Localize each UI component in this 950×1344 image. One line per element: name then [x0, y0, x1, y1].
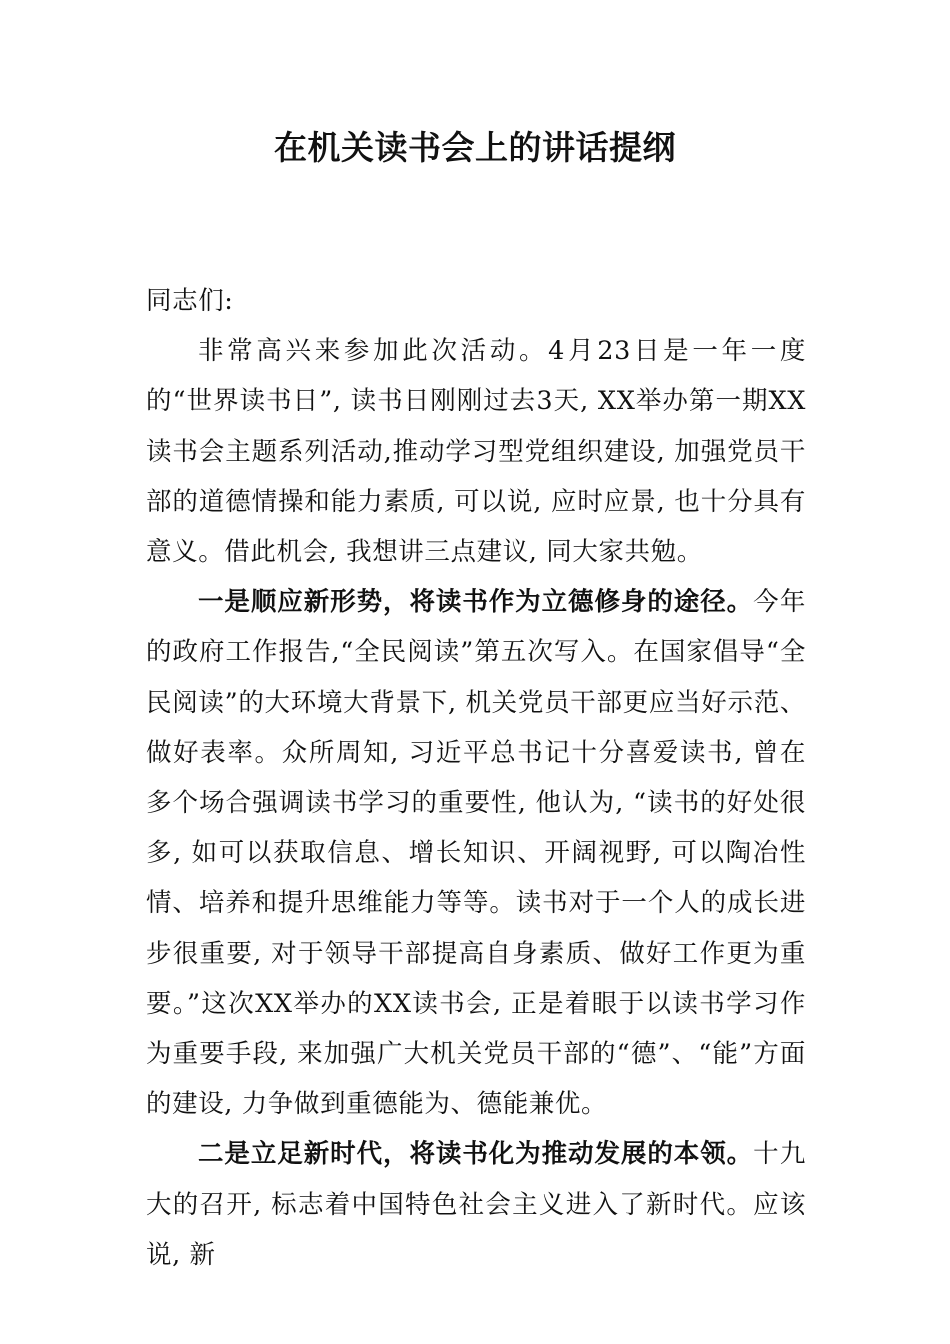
document-body [146, 276, 806, 1280]
point-one-text: 今年的政府工作报告,“全民阅读”第五次写入。在国家倡导“全民阅读”的大环境大背景下, 机关党员干部更应当好示范、做好表率。众所周知, 习近平总书记十分喜爱读书, 曾在多个场合强调读书学习的重要性, 他认为, “读书的好处很多, 如可以获取信息、增长知识、开阔视野, 可以陶冶性情、培养和提升思维能力等等。读书对于一个人的成长进步很重要, 对于领导干部提高自身素质、做好工作更为重要。”这次XX举办的XX读书会, 正是着眼于以读书学习作为重要手段, 来加强广大机关党员干部的“德”、“能”方面的建设, 力争做到重德能为、德能兼优。 [146, 587, 807, 1120]
point-two-heading: 二是立足新时代，将读书化为推动发展的本领。 [198, 1139, 754, 1170]
paragraph-opening-text: 非常高兴来参加此次活动。4月23日是一年一度的“世界读书日”, 读书日刚刚过去3天, XX举办第一期XX读书会主题系列活动,推动学习型党组织建设, 加强党员干部的道德情操和能力素质, 可以说, 应时应景, 也十分具有意义。借此机会, 我想讲三点建议, 同大家共勉。 [146, 336, 806, 568]
point-two-text: 十九大的召开, 标志着中国特色社会主义进入了新时代。应该说, 新 [146, 1139, 807, 1270]
paragraph-point-one [146, 577, 806, 1129]
document-title: 在机关读书会上的讲话提纲 [274, 128, 676, 167]
paragraph-opening [146, 326, 806, 577]
point-one-heading: 一是顺应新形势，将读书作为立德修身的途径。 [198, 587, 754, 618]
salutation: 同志们: [146, 286, 234, 316]
paragraph-point-two [146, 1129, 806, 1280]
